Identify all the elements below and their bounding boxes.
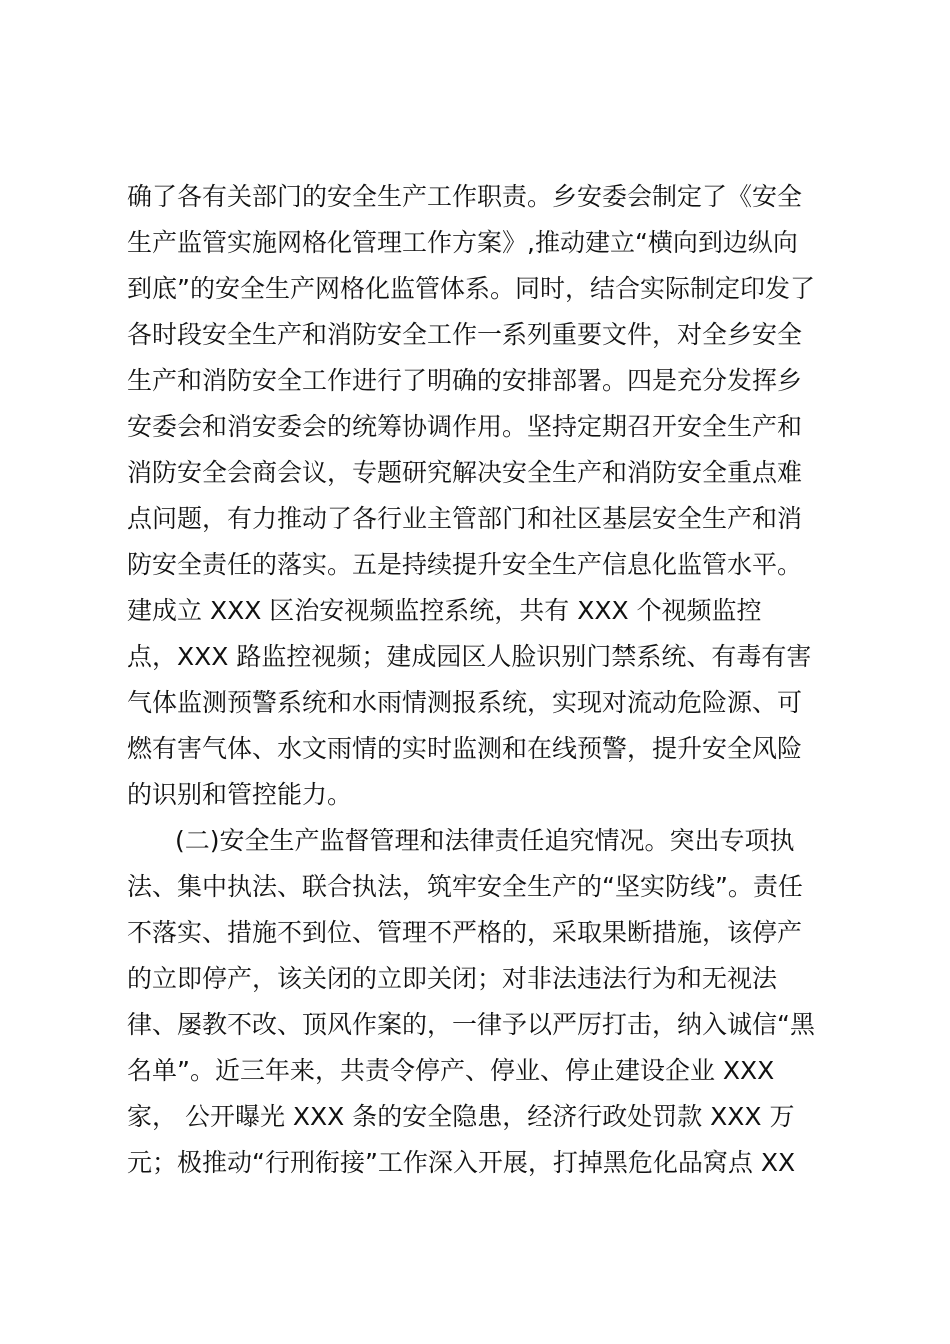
body-text (127, 174, 847, 1186)
text-line: 消防安全会商会议，专题研究解决安全生产和消防安全重点难 (127, 458, 803, 487)
text-line: 不落实、措施不到位、管理不严格的，采取果断措施，该停产 (127, 918, 803, 947)
text-line: 各时段安全生产和消防安全工作一系列重要文件，对全乡安全 (127, 320, 803, 349)
text-line: 元；极推动“行刑衔接”工作深入开展，打掉黑危化品窝点 XX (127, 1148, 796, 1177)
text-line: 点，XXX 路监控视频；建成园区人脸识别门禁系统、有毒有害 (127, 642, 812, 671)
section-heading-line: (二)安全生产监督管理和法律责任追究情况。突出专项执 (175, 826, 795, 855)
text-line: 的识别和管控能力。 (127, 780, 353, 809)
text-line: 生产和消防安全工作进行了明确的安排部署。四是充分发挥乡 (127, 366, 803, 395)
text-line: 的立即停产，该关闭的立即关闭；对非法违法行为和无视法 (127, 964, 778, 993)
text-line: 建成立 XXX 区治安视频监控系统，共有 XXX 个视频监控 (127, 596, 762, 625)
text-line: 生产监管实施网格化管理工作方案》,推动建立“横向到边纵向 (127, 228, 798, 257)
text-line: 家， 公开曝光 XXX 条的安全隐患，经济行政处罚款 XXX 万 (127, 1102, 795, 1131)
text-line: 到底”的安全生产网格化监管体系。同时，结合实际制定印发了 (127, 274, 815, 303)
text-line: 防安全责任的落实。五是持续提升安全生产信息化监管水平。 (127, 550, 803, 579)
text-line: 律、屡教不改、顶风作案的，一律予以严厉打击，纳入诚信“黑 (127, 1010, 815, 1039)
text-line: 燃有害气体、水文雨情的实时监测和在线预警，提升安全风险 (127, 734, 803, 763)
text-line: 气体监测预警系统和水雨情测报系统，实现对流动危险源、可 (127, 688, 803, 717)
text-line: 确了各有关部门的安全生产工作职责。乡安委会制定了《安全 (127, 182, 803, 211)
text-line: 法、集中执法、联合执法，筑牢安全生产的“坚实防线”。责任 (127, 872, 803, 901)
text-line: 名单”。近三年来，共责令停产、停业、停止建设企业 XXX (127, 1056, 775, 1085)
text-line: 点问题，有力推动了各行业主管部门和社区基层安全生产和消 (127, 504, 803, 533)
text-line: 安委会和消安委会的统筹协调作用。坚持定期召开安全生产和 (127, 412, 803, 441)
